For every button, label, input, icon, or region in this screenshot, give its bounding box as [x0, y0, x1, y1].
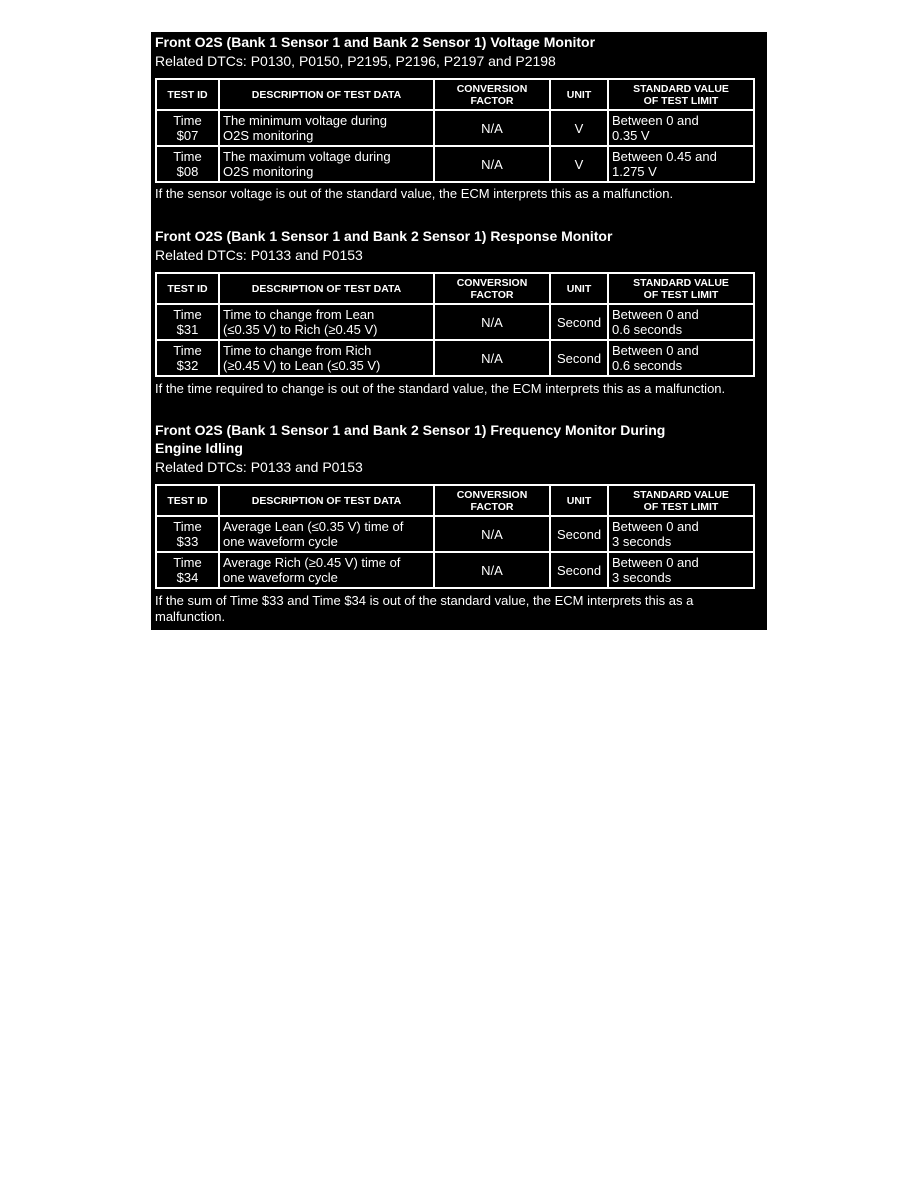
monitor-table [155, 272, 755, 377]
cell-description: Average Lean (≤0.35 V) time of one waveform cycle [219, 516, 434, 552]
header-unit: UNIT [550, 485, 608, 516]
table-row [156, 340, 754, 376]
header-description: DESCRIPTION OF TEST DATA [219, 273, 434, 304]
cell-conversion-factor: N/A [434, 516, 550, 552]
table-header-row [156, 79, 754, 110]
header-standard-value: STANDARD VALUE OF TEST LIMIT [608, 485, 754, 516]
cell-test-id: Time $33 [156, 516, 219, 552]
related-dtcs: Related DTCs: P0133 and P0153 [155, 247, 363, 263]
header-standard-value: STANDARD VALUE OF TEST LIMIT [608, 273, 754, 304]
cell-test-id: Time $07 [156, 110, 219, 146]
header-conversion-factor: CONVERSION FACTOR [434, 485, 550, 516]
header-description: DESCRIPTION OF TEST DATA [219, 79, 434, 110]
header-conversion-factor: CONVERSION FACTOR [434, 273, 550, 304]
cell-conversion-factor: N/A [434, 340, 550, 376]
header-test-id: TEST ID [156, 79, 219, 110]
cell-description: The maximum voltage during O2S monitoring [219, 146, 434, 182]
header-test-id: TEST ID [156, 273, 219, 304]
malfunction-note: If the sensor voltage is out of the standard value, the ECM interprets this as a malfunction. [155, 186, 674, 201]
header-conversion-factor: CONVERSION FACTOR [434, 79, 550, 110]
cell-conversion-factor: N/A [434, 146, 550, 182]
cell-unit: V [550, 146, 608, 182]
table-row [156, 516, 754, 552]
table-row [156, 146, 754, 182]
header-description: DESCRIPTION OF TEST DATA [219, 485, 434, 516]
cell-conversion-factor: N/A [434, 110, 550, 146]
table-row [156, 552, 754, 588]
section-title: Front O2S (Bank 1 Sensor 1 and Bank 2 Sensor 1) Response Monitor [155, 228, 613, 244]
table-row [156, 110, 754, 146]
header-unit: UNIT [550, 79, 608, 110]
cell-unit: Second [550, 340, 608, 376]
cell-test-id: Time $34 [156, 552, 219, 588]
cell-test-id: Time $08 [156, 146, 219, 182]
section-title: Front O2S (Bank 1 Sensor 1 and Bank 2 Sensor 1) Voltage Monitor [155, 34, 596, 50]
cell-unit: Second [550, 304, 608, 340]
table-header-row [156, 485, 754, 516]
cell-test-id: Time $31 [156, 304, 219, 340]
cell-description: Average Rich (≥0.45 V) time of one waveform cycle [219, 552, 434, 588]
malfunction-note: If the sum of Time $33 and Time $34 is out of the standard value, the ECM interprets this as a malfunction. [155, 593, 694, 624]
monitor-table [155, 484, 755, 589]
header-standard-value: STANDARD VALUE OF TEST LIMIT [608, 79, 754, 110]
cell-unit: Second [550, 552, 608, 588]
cell-standard-value: Between 0 and 0.6 seconds [608, 304, 754, 340]
cell-description: The minimum voltage during O2S monitoring [219, 110, 434, 146]
cell-standard-value: Between 0 and 3 seconds [608, 552, 754, 588]
cell-unit: Second [550, 516, 608, 552]
section-title: Front O2S (Bank 1 Sensor 1 and Bank 2 Sensor 1) Frequency Monitor During Engine Idling [155, 422, 666, 456]
header-unit: UNIT [550, 273, 608, 304]
related-dtcs: Related DTCs: P0133 and P0153 [155, 459, 363, 475]
table-header-row [156, 273, 754, 304]
document-panel [151, 32, 767, 630]
cell-standard-value: Between 0 and 0.6 seconds [608, 340, 754, 376]
cell-standard-value: Between 0 and 3 seconds [608, 516, 754, 552]
cell-conversion-factor: N/A [434, 304, 550, 340]
malfunction-note: If the time required to change is out of the standard value, the ECM interprets this as a malfunction. [155, 381, 726, 396]
cell-standard-value: Between 0 and 0.35 V [608, 110, 754, 146]
cell-description: Time to change from Rich (≥0.45 V) to Lean (≤0.35 V) [219, 340, 434, 376]
cell-standard-value: Between 0.45 and 1.275 V [608, 146, 754, 182]
table-row [156, 304, 754, 340]
cell-unit: V [550, 110, 608, 146]
cell-test-id: Time $32 [156, 340, 219, 376]
related-dtcs: Related DTCs: P0130, P0150, P2195, P2196, P2197 and P2198 [155, 53, 556, 69]
monitor-table [155, 78, 755, 183]
cell-description: Time to change from Lean (≤0.35 V) to Rich (≥0.45 V) [219, 304, 434, 340]
header-test-id: TEST ID [156, 485, 219, 516]
cell-conversion-factor: N/A [434, 552, 550, 588]
